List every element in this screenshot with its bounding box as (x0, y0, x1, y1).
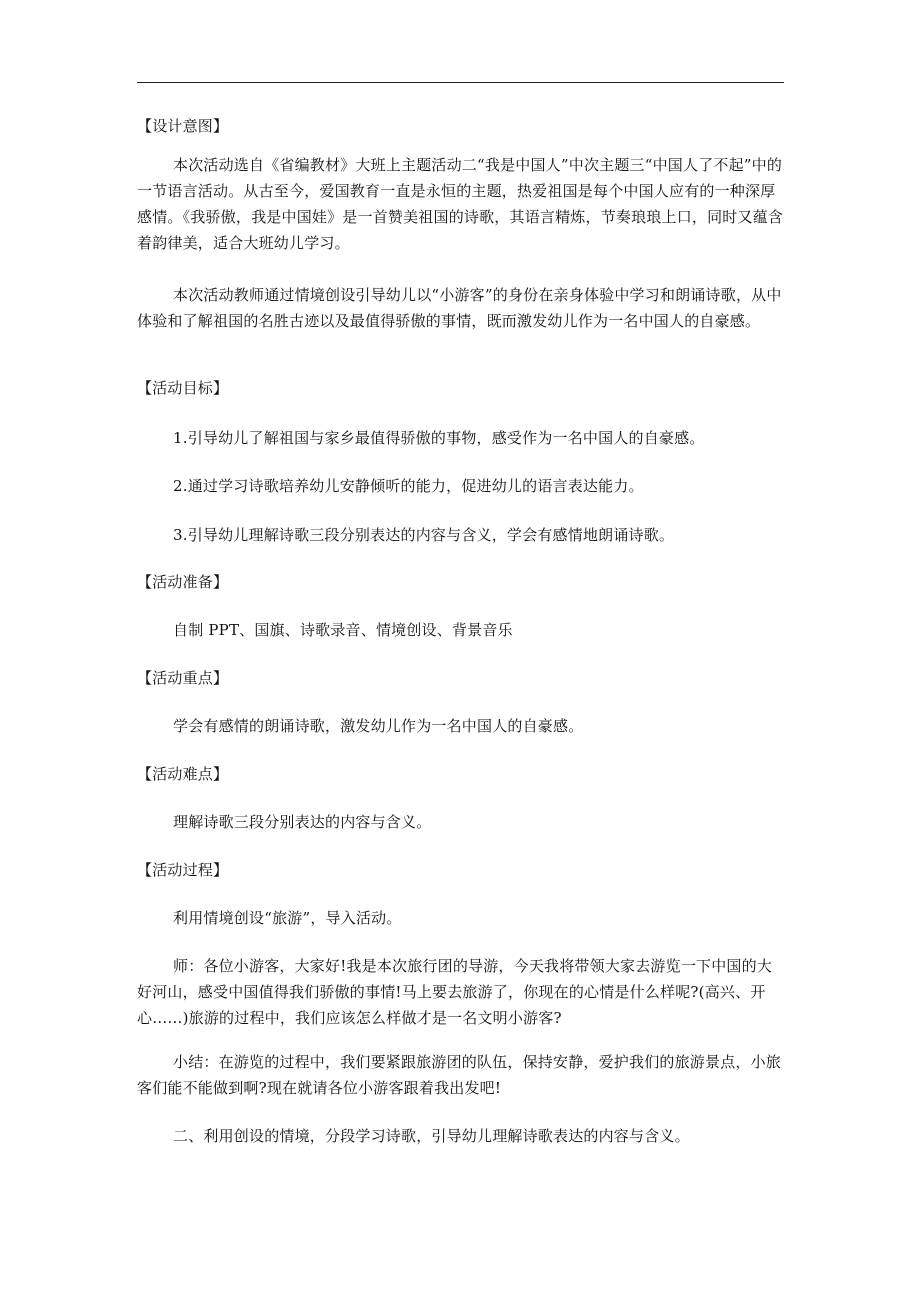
paragraph-design-intent-2: 本次活动教师通过情境创设引导幼儿以“小游客”的身份在亲身体验中学习和朗诵诗歌，从中体验和了解祖国的名胜古迹以及最值得骄傲的事情，既而激发幼儿作为一名中国人的自豪感。 (137, 286, 782, 330)
process-paragraph-3: 小结：在游览的过程中，我们要紧跟旅游团的队伍，保持安静，爱护我们的旅游景点，小旅客们能不能做到啊?现在就请各位小游客跟着我出发吧! (137, 1053, 782, 1097)
key-point-text: 学会有感情的朗诵诗歌，激发幼儿作为一名中国人的自豪感。 (173, 717, 584, 735)
heading-process: 【活动过程】 (137, 861, 229, 879)
heading-preparation: 【活动准备】 (137, 573, 229, 591)
heading-key-point: 【活动重点】 (137, 669, 229, 687)
heading-difficulty: 【活动难点】 (137, 765, 229, 783)
process-paragraph-4: 二、利用创设的情境，分段学习诗歌，引导幼儿理解诗歌表达的内容与含义。 (173, 1127, 690, 1145)
heading-goals: 【活动目标】 (137, 379, 229, 397)
process-paragraph-2: 师：各位小游客，大家好!我是本次旅行团的导游，今天我将带领大家去游览一下中国的大好河山，感受中国值得我们骄傲的事情!马上要去旅游了，你现在的心情是什么样呢?(高兴、开心……)旅游的过程中，我们应该怎么样做才是一名文明小游客? (137, 957, 773, 1027)
heading-design-intent: 【设计意图】 (137, 117, 229, 135)
goal-item-1: 1.引导幼儿了解祖国与家乡最值得骄傲的事物，感受作为一名中国人的自豪感。 (173, 429, 705, 447)
paragraph-design-intent-1: 本次活动选自《省编教材》大班上主题活动二“我是中国人”中次主题三“中国人了不起”中的一节语言活动。从古至今，爱国教育一直是永恒的主题，热爱祖国是每个中国人应有的一种深厚感情。《我骄傲，我是中国娃》是一首赞美祖国的诗歌，其语言精炼，节奏琅琅上口，同时又蕴含着韵律美，适合大班幼儿学习。 (137, 156, 784, 252)
goal-item-3: 3.引导幼儿理解诗歌三段分别表达的内容与含义，学会有感情地朗诵诗歌。 (173, 526, 675, 544)
goal-item-2: 2.通过学习诗歌培养幼儿安静倾听的能力，促进幼儿的语言表达能力。 (173, 477, 644, 495)
preparation-text: 自制 PPT、国旗、诗歌录音、情境创设、背景音乐 (173, 621, 513, 639)
header-rule (137, 82, 784, 83)
process-paragraph-1: 利用情境创设“旅游”，导入活动。 (173, 909, 402, 927)
difficulty-text: 理解诗歌三段分别表达的内容与含义。 (173, 813, 432, 831)
